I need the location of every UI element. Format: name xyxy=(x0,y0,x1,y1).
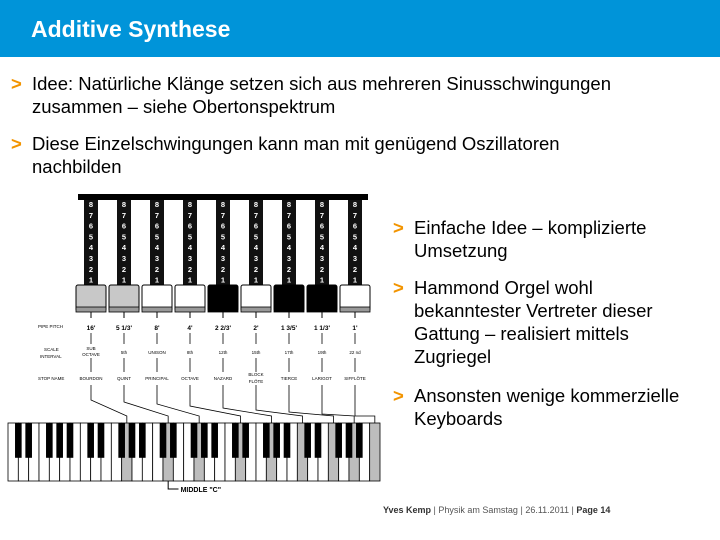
black-key xyxy=(284,423,291,458)
black-key xyxy=(232,423,239,458)
white-key xyxy=(370,423,380,481)
drawbar-number: 7 xyxy=(187,210,193,220)
drawbar-number: 3 xyxy=(286,254,292,263)
drawbar-interval: 5th xyxy=(120,350,128,355)
stop-to-key-line xyxy=(256,395,303,423)
drawbar-number: 3 xyxy=(121,254,127,263)
black-key xyxy=(211,423,218,458)
bullet-1 xyxy=(11,72,692,118)
drawbar-pitch: 1 1/3' xyxy=(313,325,331,332)
drawbar-number: 3 xyxy=(352,254,358,263)
drawbar-number: 8 xyxy=(220,200,226,209)
drawbar-number: 7 xyxy=(352,210,358,220)
drawbar-interval: 8th xyxy=(186,350,194,355)
drawbar-number: 1 xyxy=(187,275,193,285)
drawbar-number: 2 xyxy=(319,264,325,274)
drawbar-number: 5 xyxy=(286,232,292,242)
black-key xyxy=(304,423,311,458)
title-bar xyxy=(0,0,720,57)
drawbar-number: 5 xyxy=(352,232,358,242)
drawbar-handle-base xyxy=(175,307,205,312)
drawbar-number: 5 xyxy=(319,232,325,242)
row-label-pipe-pitch: PIPE PITCH xyxy=(38,324,64,329)
drawbar-number: 7 xyxy=(253,210,259,220)
bullet-text: Idee: Natürliche Klänge setzen sich aus mehreren Sinusschwingungen zusammen – siehe Obertonspektrum xyxy=(32,73,611,117)
hammond-drawbar-diagram xyxy=(0,190,390,500)
black-key xyxy=(139,423,146,458)
drawbar-number: 8 xyxy=(187,200,193,209)
drawbar-handle-base xyxy=(307,307,337,312)
drawbar-number: 2 xyxy=(220,264,226,274)
drawbar-number: 2 xyxy=(121,264,127,274)
stop-to-key-line xyxy=(157,395,199,423)
bullet-marker: > xyxy=(393,385,404,406)
drawbar-number: 8 xyxy=(253,200,259,209)
drawbar-number: 1 xyxy=(253,275,259,285)
drawbar-stop: LARIGOT xyxy=(312,376,332,381)
drawbar-number: 1 xyxy=(121,275,127,285)
bullet-text: Hammond Orgel wohl bekanntester Vertreter dieser Gattung – realisiert mittels Zugriegel xyxy=(414,277,653,367)
drawbar-interval: 12th xyxy=(218,350,228,355)
bullet-text: Ansonsten wenige kommerzielle Keyboards xyxy=(414,385,680,429)
drawbar-handle-base xyxy=(109,307,139,312)
black-key xyxy=(356,423,363,458)
stop-to-key-line xyxy=(322,395,354,423)
bullet-marker: > xyxy=(393,277,404,298)
drawbar-number: 8 xyxy=(154,200,160,209)
drawbar-pitch: 2 2/3' xyxy=(214,325,232,332)
black-key xyxy=(118,423,125,458)
drawbar-handle-base xyxy=(340,307,370,312)
drawbar-number: 6 xyxy=(286,221,292,231)
footer-date: 26.11.2011 xyxy=(525,505,570,515)
drawbar-number: 7 xyxy=(319,210,325,220)
row-label-stop-name: STOP NAME xyxy=(38,376,65,381)
drawbar-interval: SUB xyxy=(86,346,96,351)
black-key xyxy=(170,423,177,458)
bullet-text: Diese Einzelschwingungen kann man mit genügend Oszillatoren nachbilden xyxy=(32,133,560,177)
footer-author: Yves Kemp xyxy=(383,505,432,515)
drawbar-number: 3 xyxy=(220,254,226,263)
bullet-text: Einfache Idee – komplizierte Umsetzung xyxy=(414,217,647,261)
drawbar-stop: NAZARD xyxy=(213,376,233,381)
black-key xyxy=(56,423,63,458)
black-key xyxy=(263,423,270,458)
drawbar-number: 7 xyxy=(220,210,226,220)
drawbar-interval: OCTAVE xyxy=(82,352,100,357)
drawbar-number: 8 xyxy=(121,200,127,209)
drawbar-number: 5 xyxy=(220,232,226,242)
drawbar-number: 6 xyxy=(154,221,160,231)
drawbar-number: 2 xyxy=(253,264,259,274)
drawbar-pitch: 4' xyxy=(187,325,193,332)
drawbar-number: 2 xyxy=(88,264,94,274)
bullet-3 xyxy=(393,216,704,262)
drawbar-number: 4 xyxy=(253,243,259,253)
drawbar-number: 3 xyxy=(154,254,160,263)
drawbar-number: 4 xyxy=(187,243,193,253)
drawbar-number: 7 xyxy=(88,210,94,220)
drawbar-interval: 22 nd xyxy=(349,350,361,355)
drawbar-number: 3 xyxy=(253,254,259,263)
black-key xyxy=(201,423,208,458)
drawbar-interval: 15th xyxy=(251,350,261,355)
drawbar-stop: TIERCE xyxy=(280,376,298,381)
bullet-marker: > xyxy=(11,73,22,94)
drawbar-number: 6 xyxy=(121,221,127,231)
drawbar-number: 2 xyxy=(154,264,160,274)
drawbar-number: 6 xyxy=(253,221,259,231)
row-label-interval: INTERVAL xyxy=(40,354,62,359)
drawbar-number: 5 xyxy=(88,232,94,242)
drawbar-stop: BLOCK xyxy=(248,372,264,377)
drawbar-number: 4 xyxy=(220,243,226,253)
drawbar-interval: 19th xyxy=(317,350,327,355)
drawbar-number: 1 xyxy=(154,275,160,285)
bullet-marker: > xyxy=(393,217,404,238)
drawbar-number: 1 xyxy=(319,275,325,285)
bullet-marker: > xyxy=(11,133,22,154)
black-key xyxy=(15,423,22,458)
drawbar-number: 4 xyxy=(154,243,160,253)
drawbar-pitch: 1' xyxy=(352,325,358,332)
drawbar-interval: UNISON xyxy=(148,350,166,355)
drawbar-number: 1 xyxy=(220,275,226,285)
drawbar-number: 4 xyxy=(319,243,325,253)
black-key xyxy=(346,423,353,458)
footer-separator: | xyxy=(571,505,574,515)
black-key xyxy=(67,423,74,458)
drawbar-handle-base xyxy=(241,307,271,312)
drawbar-number: 1 xyxy=(286,275,292,285)
black-key xyxy=(335,423,342,458)
drawbar-number: 6 xyxy=(220,221,226,231)
drawbar-number: 8 xyxy=(319,200,325,209)
drawbar-number: 5 xyxy=(121,232,127,242)
drawbar-number: 5 xyxy=(253,232,259,242)
footer-event: Physik am Samstag xyxy=(438,505,518,515)
stop-to-key-line xyxy=(223,395,272,423)
drawbar-number: 2 xyxy=(187,264,193,274)
drawbar-number: 1 xyxy=(352,275,358,285)
footer-separator: | xyxy=(520,505,523,515)
drawbar-handle-base xyxy=(76,307,106,312)
black-key xyxy=(87,423,94,458)
drawbar-number: 3 xyxy=(88,254,94,263)
footer-page: Page 14 xyxy=(576,505,611,515)
black-key xyxy=(273,423,280,458)
black-key xyxy=(98,423,105,458)
black-key xyxy=(242,423,249,458)
stop-to-key-line xyxy=(91,395,127,423)
bullet-5 xyxy=(393,384,714,430)
drawbar-number: 7 xyxy=(154,210,160,220)
drawbar-pitch: 5 1/3' xyxy=(115,325,133,332)
drawbar-handle-base xyxy=(274,307,304,312)
drawbar-pitch: 1 3/5' xyxy=(280,325,298,332)
black-key xyxy=(191,423,198,458)
footer xyxy=(383,505,610,515)
black-key xyxy=(129,423,136,458)
footer-separator: | xyxy=(433,505,436,515)
drawbar-number: 6 xyxy=(88,221,94,231)
middle-c-bracket xyxy=(168,481,178,489)
middle-c-label: MIDDLE "C" xyxy=(180,487,222,494)
drawbar-number: 6 xyxy=(352,221,358,231)
drawbar-number: 2 xyxy=(286,264,292,274)
drawbar-stop: BOURDON xyxy=(79,376,103,381)
drawbar-pitch: 2' xyxy=(253,325,259,332)
drawbar-number: 1 xyxy=(88,275,94,285)
black-key xyxy=(46,423,53,458)
black-key xyxy=(160,423,167,458)
drawbar-number: 8 xyxy=(286,200,292,209)
drawbar-number: 3 xyxy=(319,254,325,263)
drawbar-number: 6 xyxy=(319,221,325,231)
drawbar-pitch: 16' xyxy=(86,325,96,332)
drawbar-number: 7 xyxy=(121,210,127,220)
drawbar-number: 4 xyxy=(352,243,358,253)
stop-to-key-line xyxy=(124,395,168,423)
drawbar-number: 7 xyxy=(286,210,292,220)
drawbar-stop: QUINT xyxy=(117,376,131,381)
drawbar-stop: SIFFLÖTE xyxy=(344,376,366,381)
black-key xyxy=(25,423,32,458)
drawbar-stop: FLÖTE xyxy=(248,379,264,384)
drawbar-number: 8 xyxy=(352,200,358,209)
drawbar-number: 5 xyxy=(187,232,193,242)
drawbar-number: 8 xyxy=(88,200,94,209)
bullet-4 xyxy=(393,276,704,368)
drawbar-number: 3 xyxy=(187,254,193,263)
drawbar-number: 4 xyxy=(121,243,127,253)
stop-to-key-line xyxy=(289,395,334,423)
drawbar-number: 2 xyxy=(352,264,358,274)
drawbar-handle-base xyxy=(142,307,172,312)
drawbar-stop: OCTAVE xyxy=(181,376,199,381)
row-label-scale: SCALE xyxy=(44,347,59,352)
drawbar-interval: 17th xyxy=(284,350,294,355)
drawbar-number: 4 xyxy=(286,243,292,253)
drawbar-number: 5 xyxy=(154,232,160,242)
drawbar-handle-base xyxy=(208,307,238,312)
slide-title: Additive Synthese xyxy=(31,16,231,42)
stop-to-key-line xyxy=(355,395,375,423)
drawbar-number: 6 xyxy=(187,221,193,231)
stop-to-key-line xyxy=(190,395,241,423)
bullet-2 xyxy=(11,132,652,178)
drawbar-number: 4 xyxy=(88,243,94,253)
drawbar-pitch: 8' xyxy=(154,325,160,332)
black-key xyxy=(315,423,322,458)
drawbar-stop: PRINCIPAL xyxy=(145,376,169,381)
